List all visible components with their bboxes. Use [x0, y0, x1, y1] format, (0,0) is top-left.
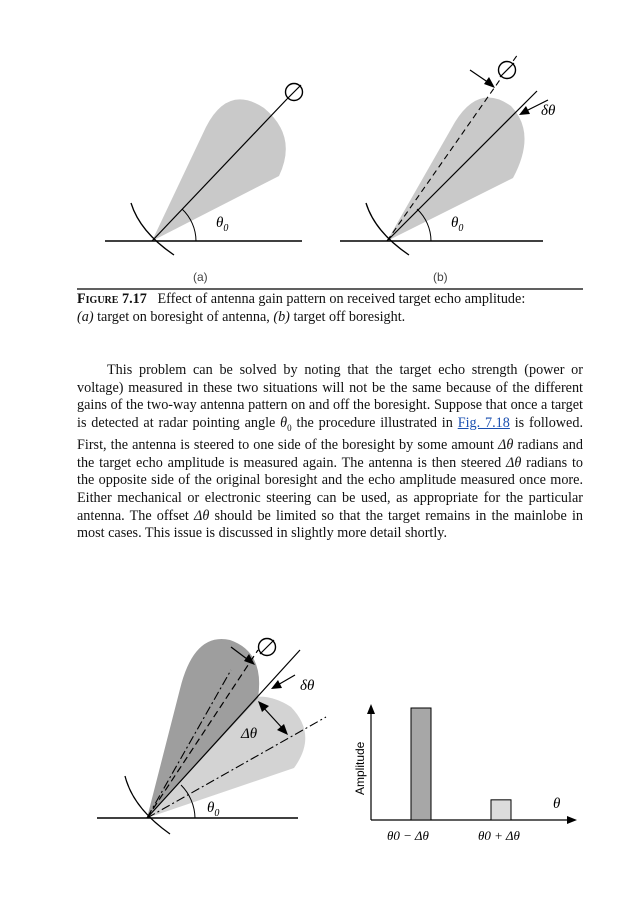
- caption-part-a-label: (a): [77, 309, 94, 325]
- delta-theta-label-b: δθ: [541, 103, 556, 119]
- small-delta-arrowhead-right: [271, 680, 282, 689]
- delta-arrowhead-left-b: [484, 77, 495, 88]
- body-seg4: radians and the target echo amplitude is measured again. The antenna is then steered: [77, 437, 583, 471]
- caption-part-b-label: (b): [273, 309, 290, 325]
- figure-number: Figure 7.17: [77, 291, 147, 307]
- x-axis-arrowhead: [567, 816, 577, 824]
- delta-theta-inline-3: Δθ: [194, 507, 210, 524]
- panel-a-label: (a): [193, 270, 208, 284]
- body-seg5: radians to the opposite side of the original boresight and the echo amplitude measured once more. Either mechanical or electronic steering can be used, as appropriate for the particular antenna. The offset: [77, 454, 583, 524]
- delta-theta-inline-1: Δθ: [498, 437, 514, 454]
- x-axis-symbol: θ: [553, 796, 561, 812]
- body-seg3: is followed. First, the antenna is steered to one side of the boresight by some amount: [77, 414, 583, 454]
- panel-b: [340, 54, 556, 284]
- steered-beams-panel: [97, 639, 326, 835]
- caption-part-a-text: target on boresight of antenna,: [93, 309, 274, 325]
- delta-theta-inline-2: Δθ: [506, 454, 522, 471]
- fig-7-18-link[interactable]: Fig. 7.18: [457, 414, 510, 431]
- figure-caption: [77, 290, 597, 326]
- panel-b-label: (b): [433, 270, 448, 284]
- theta0-label-b: $\theta_0$: [451, 215, 464, 234]
- small-delta-theta-label: δθ: [300, 678, 315, 694]
- theta0-inline-sub: 0: [287, 422, 292, 433]
- theta0-inline: θ: [280, 414, 288, 431]
- theta0-label: $\theta_0$: [207, 800, 220, 819]
- x-tick-label-left: θ0 − Δθ: [387, 828, 429, 843]
- amplitude-chart: [353, 704, 577, 843]
- body-seg2: the procedure illustrated in: [291, 414, 458, 431]
- body-paragraph: [77, 362, 583, 543]
- x-tick-label-right: θ0 + Δθ: [478, 828, 520, 843]
- body-seg6: should be limited so that the target remains in the mainlobe in most cases. This issue is discussed in slightly more detail shortly.: [77, 507, 584, 542]
- theta0-label-a: $\theta_0$: [216, 215, 229, 234]
- body-seg1: This problem can be solved by noting that the target echo strength (power or voltage) measured in these two situations will not be the same because of the different gains of the two-way antenna pattern on and off the boresight. Suppose that once a target is detected at radar pointing angle: [77, 362, 583, 431]
- y-axis-label: Amplitude: [353, 741, 367, 795]
- caption-line1: Effect of antenna gain pattern on received target echo amplitude:: [157, 291, 526, 307]
- caption-part-b-text: target off boresight.: [289, 309, 406, 325]
- y-axis-arrowhead: [367, 704, 375, 714]
- big-delta-theta-label: Δθ: [241, 726, 258, 742]
- figure-7-18: [0, 600, 636, 900]
- bar-theta0-plus-delta: [491, 800, 511, 820]
- figure-7-17: [0, 0, 636, 290]
- panel-a: [105, 84, 303, 285]
- bar-theta0-minus-delta: [411, 708, 431, 820]
